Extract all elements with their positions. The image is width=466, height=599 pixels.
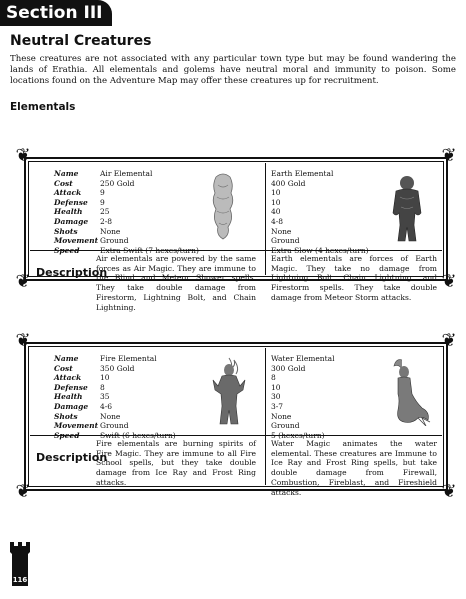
label-health: Health (54, 207, 83, 217)
column-divider (265, 348, 266, 435)
stat-value: None (100, 226, 121, 236)
creature-table-2 (15, 330, 457, 502)
label-name: Name (54, 354, 79, 363)
stat-value: 9 (100, 188, 105, 198)
stat-labels (54, 354, 98, 440)
label-speed: Speed (54, 245, 80, 255)
label-movement: Movement (54, 421, 99, 431)
stat-value: Water Elemental (271, 354, 335, 363)
stat-value: 10 (100, 373, 110, 383)
description-row (30, 251, 442, 312)
label-defense: Defense (54, 382, 88, 392)
label-shots: Shots (54, 411, 78, 421)
stat-value: Ground (100, 236, 129, 246)
stats-row (30, 348, 442, 440)
stat-value: Ground (100, 421, 129, 431)
stat-value: 300 Gold (271, 363, 306, 373)
label-cost: Cost (54, 178, 73, 188)
earth-elemental-stats (271, 169, 369, 255)
ornament-corner-icon: ❦ (15, 271, 31, 292)
fire-elemental-figure (210, 356, 248, 426)
stat-value: 9 (100, 197, 105, 207)
ornament-corner-icon: ❦ (441, 330, 457, 351)
stat-value: 25 (100, 207, 110, 217)
stat-value: 10 (271, 197, 281, 207)
label-attack: Attack (54, 188, 82, 198)
stat-value: 10 (271, 188, 281, 198)
stat-value: 4-8 (271, 216, 284, 226)
label-attack: Attack (54, 373, 82, 383)
stat-value: 10 (271, 382, 281, 392)
stat-value: None (271, 411, 292, 421)
stat-value: 8 (100, 382, 105, 392)
stat-value: Extra Swift (7 hexes/turn) (100, 245, 199, 255)
stat-value: Extra Slow (4 hexes/turn) (271, 245, 369, 255)
water-elemental-figure (382, 356, 432, 426)
stat-value: None (100, 411, 121, 421)
stat-value: Ground (271, 236, 300, 246)
description-label: Description (36, 451, 108, 464)
intro-paragraph: These creatures are not associated with any particular town type but may be found wandering the lands of Erathia. All elementals and golems have neutral moral and immunity to poison. Some locations found on the Adventure Map may offer these creatures up for recruitment. (10, 54, 456, 87)
label-damage: Damage (54, 401, 89, 411)
stat-value: 8 (271, 373, 276, 383)
ornament-corner-icon: ❦ (15, 330, 31, 351)
ornament-corner-icon: ❦ (441, 271, 457, 292)
section-tab: Section III (0, 0, 112, 26)
label-defense: Defense (54, 197, 88, 207)
air-elemental-stats (100, 169, 199, 255)
creature-table-1 (15, 145, 457, 312)
stat-value: Fire Elemental (100, 354, 157, 363)
stat-value: 250 Gold (100, 178, 135, 188)
stat-value: Swift (6 hexes/turn) (100, 430, 176, 440)
stat-value: 350 Gold (100, 363, 135, 373)
stat-value: Earth Elemental (271, 169, 334, 178)
stat-value: 2-8 (100, 216, 113, 226)
ornament-corner-icon: ❦ (441, 481, 457, 502)
label-cost: Cost (54, 363, 73, 373)
air-elemental-description: Air elementals are powered by the same forces as Air Magic. They are immune to the Blind and Meteor Shower spells. They take double damage from Firestorm, Lightning Bolt, and Chain Lightning. (96, 254, 256, 312)
stat-value: 400 Gold (271, 178, 306, 188)
stat-labels (54, 169, 98, 255)
earth-elemental-figure (388, 173, 426, 243)
description-label: Description (36, 266, 108, 279)
label-damage: Damage (54, 216, 89, 226)
stat-value: 35 (100, 392, 110, 402)
water-elemental-description: Water Magic animates the water elemental. These creatures are Immune to Ice Ray and Frost Ring spells, but take double damage from Firewall, Combustion, Fireblast, and Fireshield attacks. (271, 439, 437, 497)
stat-value: None (271, 226, 292, 236)
label-movement: Movement (54, 236, 99, 246)
stat-value: 40 (271, 207, 281, 217)
label-health: Health (54, 392, 83, 402)
page-number-badge (8, 538, 32, 586)
subheading-elementals: Elementals (10, 101, 76, 113)
stat-value: 30 (271, 392, 281, 402)
column-divider (265, 436, 266, 485)
fire-elemental-stats (100, 354, 176, 440)
fire-elemental-description: Fire elementals are burning spirits of Fire Magic. They are immune to all Fire School spells, but they take double damage from Ice Ray and Frost Ring attacks. (96, 439, 256, 487)
stat-value: 4-6 (100, 401, 113, 411)
stat-value: 3-7 (271, 401, 284, 411)
ornament-corner-icon: ❦ (441, 145, 457, 166)
air-elemental-figure (204, 171, 242, 241)
label-shots: Shots (54, 226, 78, 236)
stats-row (30, 163, 442, 255)
stat-value: Air Elemental (100, 169, 153, 178)
label-speed: Speed (54, 430, 80, 440)
column-divider (265, 251, 266, 275)
description-row (30, 436, 442, 497)
ornament-corner-icon: ❦ (15, 481, 31, 502)
earth-elemental-description: Earth elementals are forces of Earth Magic. They take no damage from Lightning Bolt, Chain Lightning, and Firestorm spells. They take double damage from Meteor Storm attacks. (271, 254, 437, 302)
water-elemental-stats (271, 354, 335, 440)
label-name: Name (54, 169, 79, 178)
ornament-corner-icon: ❦ (15, 145, 31, 166)
page-number: 116 (12, 576, 28, 584)
page-title: Neutral Creatures (10, 33, 152, 49)
stat-value: Ground (271, 421, 300, 431)
column-divider (265, 163, 266, 250)
stat-value: 5 (hexes/turn) (271, 430, 325, 440)
